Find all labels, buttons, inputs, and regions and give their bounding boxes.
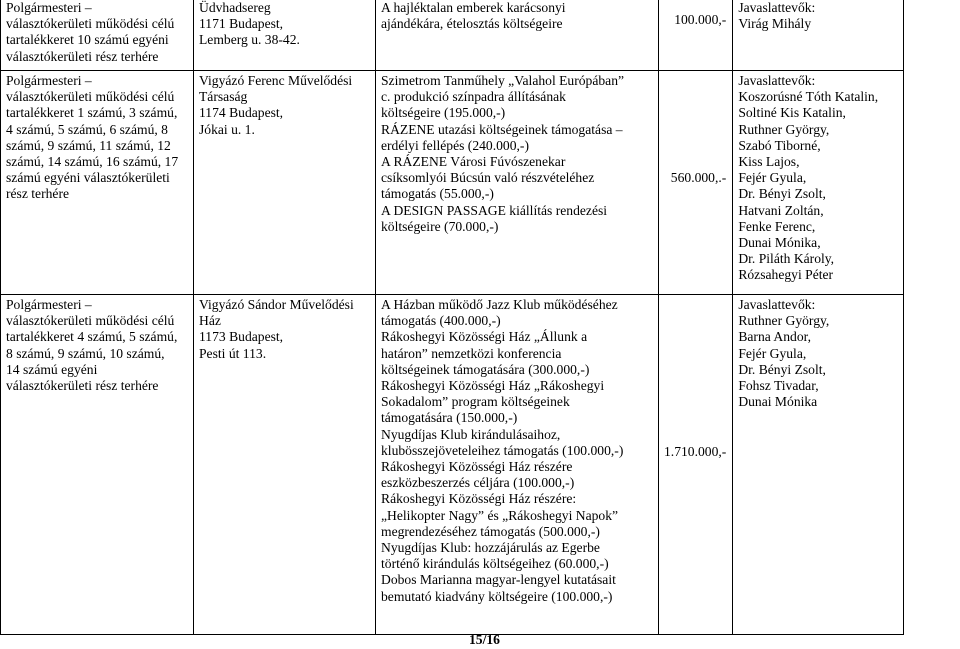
table-row bbox=[1, 0, 904, 71]
budget-source-cell bbox=[1, 0, 194, 71]
text-line: 8 számú, 9 számú, 10 számú, bbox=[6, 345, 165, 361]
text-line: erdélyi fellépés (240.000,-) bbox=[381, 137, 529, 153]
table-row bbox=[1, 71, 904, 295]
amount-value: 1.710.000,- bbox=[664, 444, 727, 459]
recipient-cell bbox=[194, 71, 376, 295]
text-line: Kiss Lajos, bbox=[738, 154, 800, 170]
text-line: 1174 Budapest, bbox=[199, 105, 284, 121]
text-line: Rákoshegyi Közösségi Ház részére: bbox=[381, 491, 577, 507]
text-line: választókerületi rész terhére bbox=[6, 48, 159, 64]
text-line: Sokadalom” program költségeinek bbox=[381, 394, 570, 410]
text-line: Üdvhadsereg bbox=[199, 0, 271, 15]
text-line: történő kirándulás költségeihez (60.000,-) bbox=[381, 556, 609, 572]
text-line: számú, 9 számú, 11 számú, 12 bbox=[6, 137, 171, 153]
purpose-cell bbox=[376, 71, 659, 295]
amount-cell bbox=[659, 0, 733, 71]
text-line: A DESIGN PASSAGE kiállítás rendezési bbox=[381, 202, 608, 218]
purpose-cell bbox=[376, 0, 659, 71]
text-line: Polgármesteri – bbox=[6, 297, 92, 312]
text-line: Polgármesteri – bbox=[6, 0, 92, 15]
text-line: Ruthner György, bbox=[738, 121, 830, 137]
text-line: Koszorúsné Tóth Katalin, bbox=[738, 89, 879, 105]
text-line: Rákoshegyi Közösségi Ház részére bbox=[381, 459, 573, 475]
amount-value: 560.000,.- bbox=[670, 170, 727, 185]
text-line: Fejér Gyula, bbox=[738, 345, 807, 361]
recipient-cell bbox=[194, 295, 376, 635]
text-line: Hatvani Zoltán, bbox=[738, 202, 824, 218]
text-line: Polgármesteri – bbox=[6, 73, 92, 88]
text-line: rész terhére bbox=[6, 186, 70, 202]
recipient-cell bbox=[194, 0, 376, 71]
text-line: Javaslattevők: bbox=[738, 297, 816, 312]
text-line: Rákoshegyi Közösségi Ház „Rákoshegyi bbox=[381, 378, 605, 394]
amount-value: 100.000,- bbox=[674, 12, 727, 27]
text-line: RÁZENE utazási költségeinek támogatása – bbox=[381, 121, 623, 137]
text-line: választókerületi működési célú bbox=[6, 313, 175, 329]
text-line: támogatás (400.000,-) bbox=[381, 313, 501, 329]
text-line: „Helikopter Nagy” és „Rákoshegyi Napok” bbox=[381, 507, 619, 523]
text-line: Rákoshegyi Közösségi Ház „Állunk a bbox=[381, 329, 588, 345]
text-line: Fejér Gyula, bbox=[738, 170, 807, 186]
text-line: c. produkció színpadra állításának bbox=[381, 89, 566, 105]
text-line: Szabó Tiborné, bbox=[738, 137, 821, 153]
text-line: Barna Andor, bbox=[738, 329, 812, 345]
text-line: Szimetrom Tanműhely „Valahol Európában” bbox=[381, 73, 625, 88]
text-line: választókerületi működési célú bbox=[6, 16, 175, 32]
text-line: Fenke Ferenc, bbox=[738, 218, 816, 234]
text-line: számú, 14 számú, 16 számú, 17 bbox=[6, 154, 179, 170]
text-line: 14 számú egyéni bbox=[6, 361, 98, 377]
text-line: Dobos Marianna magyar-lengyel kutatásait bbox=[381, 572, 616, 588]
text-line: Dunai Mónika bbox=[738, 394, 818, 410]
text-line: Dr. Bényi Zsolt, bbox=[738, 361, 826, 377]
text-line: tartalékkeret 1 számú, 3 számú, bbox=[6, 105, 178, 121]
proposers-cell bbox=[733, 295, 904, 635]
text-line: Jókai u. 1. bbox=[199, 121, 255, 137]
text-line: Nyugdíjas Klub kirándulásaihoz, bbox=[381, 426, 561, 442]
text-line: támogatás (55.000,-) bbox=[381, 186, 494, 202]
text-line: választókerületi rész terhére bbox=[6, 378, 159, 394]
text-line: Társaság bbox=[199, 89, 248, 105]
text-line: számú egyéni választókerületi bbox=[6, 170, 170, 186]
text-line: ajándékára, ételosztás költségeire bbox=[381, 16, 563, 32]
text-line: 1171 Budapest, bbox=[199, 16, 284, 32]
amount-cell bbox=[659, 295, 733, 635]
page-number: 15/16 bbox=[469, 632, 500, 647]
text-line: eszközbeszerzés céljára (100.000,-) bbox=[381, 475, 575, 491]
text-line: Lemberg u. 38-42. bbox=[199, 32, 300, 48]
text-line: Ház bbox=[199, 313, 221, 329]
text-line: A Házban működő Jazz Klub működéséhez bbox=[381, 297, 618, 312]
text-line: csíksomlyói Búcsún való részvételéhez bbox=[381, 170, 595, 186]
text-line: 4 számú, 5 számú, 6 számú, 8 bbox=[6, 121, 168, 137]
text-line: Virág Mihály bbox=[738, 16, 812, 32]
text-line: Soltiné Kis Katalin, bbox=[738, 105, 846, 121]
text-line: Dr. Bényi Zsolt, bbox=[738, 186, 826, 202]
amount-cell bbox=[659, 71, 733, 295]
text-line: Dr. Piláth Károly, bbox=[738, 251, 835, 267]
proposers-cell bbox=[733, 71, 904, 295]
budget-source-cell bbox=[1, 71, 194, 295]
text-line: bemutató kiadvány költségeire (100.000,-) bbox=[381, 588, 613, 604]
text-line: 1173 Budapest, bbox=[199, 329, 284, 345]
text-line: Fohsz Tivadar, bbox=[738, 378, 819, 394]
text-line: támogatására (150.000,-) bbox=[381, 410, 518, 426]
text-line: Javaslattevők: bbox=[738, 73, 816, 88]
text-line: költségeire (195.000,-) bbox=[381, 105, 506, 121]
text-line: klubösszejöveteleihez támogatás (100.000,-) bbox=[381, 442, 624, 458]
table-row bbox=[1, 295, 904, 635]
text-line: A RÁZENE Városi Fúvószenekar bbox=[381, 154, 566, 170]
text-line: Dunai Mónika, bbox=[738, 235, 821, 251]
text-line: Vigyázó Ferenc Művelődési bbox=[199, 73, 353, 88]
text-line: Rózsahegyi Péter bbox=[738, 267, 834, 283]
text-line: megrendezéséhez támogatás (500.000,-) bbox=[381, 523, 600, 539]
text-line: választókerületi működési célú bbox=[6, 89, 175, 105]
text-line: Pesti út 113. bbox=[199, 345, 267, 361]
text-line: tartalékkeret 4 számú, 5 számú, bbox=[6, 329, 178, 345]
budget-source-cell bbox=[1, 295, 194, 635]
purpose-cell bbox=[376, 295, 659, 635]
text-line: Javaslattevők: bbox=[738, 0, 816, 15]
proposers-cell bbox=[733, 0, 904, 71]
text-line: költségeire (70.000,-) bbox=[381, 218, 499, 234]
text-line: Nyugdíjas Klub: hozzájárulás az Egerbe bbox=[381, 540, 600, 556]
text-line: A hajléktalan emberek karácsonyi bbox=[381, 0, 566, 15]
text-line: tartalékkeret 10 számú egyéni bbox=[6, 32, 169, 48]
text-line: Ruthner György, bbox=[738, 313, 830, 329]
text-line: határon” nemzetközi konferencia bbox=[381, 345, 562, 361]
text-line: Vigyázó Sándor Művelődési bbox=[199, 297, 354, 312]
text-line: költségeinek támogatására (300.000,-) bbox=[381, 361, 590, 377]
